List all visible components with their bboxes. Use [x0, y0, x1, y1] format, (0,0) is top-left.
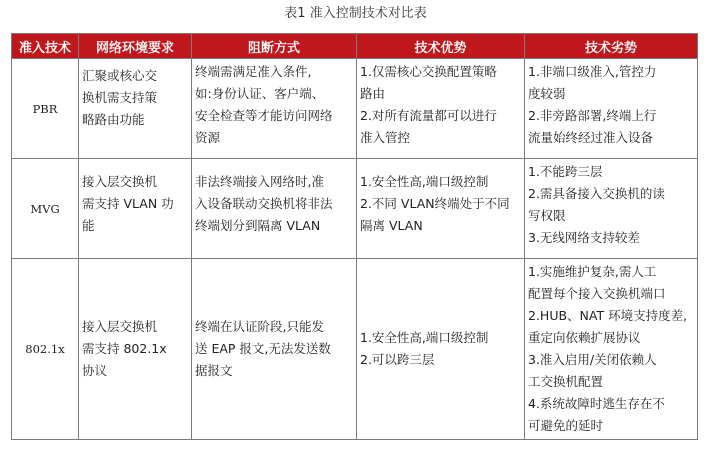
header-dis: 技术劣势: [525, 34, 698, 59]
cell-line: 1.安全性高,端口级控制: [360, 330, 489, 345]
cell-line: 终端划分到隔离 VLAN: [195, 218, 321, 233]
table-caption: 表1 准入控制技术对比表: [284, 6, 427, 21]
cell-line: 资源: [195, 130, 221, 145]
cell-line: 重定向依赖扩展协议: [528, 330, 641, 345]
cell-line: 路由: [360, 86, 386, 101]
env-cell: [79, 59, 192, 159]
cell-line: 接入层交换机: [82, 174, 158, 189]
header-block: 阻断方式: [192, 34, 357, 59]
cell-line: 2.不同 VLAN终端处于不同: [360, 196, 510, 211]
table-row: [12, 59, 698, 159]
cell-line: 接入层交换机: [82, 319, 158, 334]
cell-line: 2.可以跨三层: [360, 352, 435, 367]
cell-line: 送 EAP 报文,无法发送数: [195, 341, 331, 356]
cell-line: 非法终端接入网络时,准: [195, 174, 324, 189]
header-tech: 准入技术: [12, 34, 79, 59]
cell-line: 2.对所有流量都可以进行: [360, 108, 497, 123]
cell-line: 需支持 802.1x: [82, 341, 167, 356]
cell-line: 准入管控: [360, 130, 411, 145]
cell-line: 能: [82, 218, 95, 233]
tech-name: PBR: [12, 59, 79, 159]
cell-line: 终端在认证阶段,只能发: [195, 319, 324, 334]
cell-line: 需支持 VLAN 功: [82, 196, 174, 211]
env-cell: [79, 159, 192, 259]
adv-cell: [357, 159, 525, 259]
comparison-table: [11, 33, 698, 440]
cell-line: 协议: [82, 363, 108, 378]
adv-cell: [357, 59, 525, 159]
cell-line: 换机需支持策: [82, 90, 158, 105]
cell-line: 流量始终经过准入设备: [528, 130, 654, 145]
header-adv: 技术优势: [357, 34, 525, 59]
cell-line: 写权限: [528, 208, 566, 223]
cell-line: 2.需具备接入交换机的读: [528, 186, 665, 201]
dis-cell: [525, 159, 698, 259]
cell-line: 可避免的延时: [528, 418, 604, 433]
cell-line: 度较弱: [528, 86, 566, 101]
cell-line: 1.实施维护复杂,需人工: [528, 264, 657, 279]
cell-line: 1.安全性高,端口级控制: [360, 174, 489, 189]
cell-line: 1.非端口级准入,管控力: [528, 64, 657, 79]
cell-line: 工交换机配置: [528, 374, 604, 389]
cell-line: 2.非旁路部署,终端上行: [528, 108, 657, 123]
header-env: 网络环境要求: [79, 34, 192, 59]
block-cell: [192, 159, 357, 259]
cell-line: 终端需满足准入条件,: [195, 64, 312, 79]
cell-line: 3.准入启用/关闭依赖人: [528, 352, 657, 367]
tech-name: MVG: [12, 159, 79, 259]
block-cell: [192, 59, 357, 159]
cell-line: 2.HUB、NAT 环境支持度差,: [528, 308, 688, 323]
cell-line: 安全检查等才能访问网络: [195, 108, 333, 123]
cell-line: 4.系统故障时逃生存在不: [528, 396, 665, 411]
cell-line: 据报文: [195, 363, 233, 378]
cell-line: 入设备联动交换机将非法: [195, 196, 333, 211]
cell-line: 3.无线网络支持较差: [528, 230, 640, 245]
env-cell: [79, 259, 192, 440]
dis-cell: [525, 59, 698, 159]
adv-cell: [357, 259, 525, 440]
cell-line: 配置每个接入交换机端口: [528, 286, 666, 301]
cell-line: 略路由功能: [82, 112, 145, 127]
cell-line: 如:身份认证、客户端、: [195, 86, 325, 101]
block-cell: [192, 259, 357, 440]
dis-cell: [525, 259, 698, 440]
cell-line: 汇聚或核心交: [82, 68, 158, 83]
cell-line: 隔离 VLAN: [360, 218, 423, 233]
header-row: [12, 34, 698, 59]
cell-line: 1.仅需核心交换配置策略: [360, 64, 497, 79]
table-row: [12, 159, 698, 259]
tech-name: 802.1x: [12, 259, 79, 440]
cell-line: 1.不能跨三层: [528, 164, 603, 179]
table-row: [12, 259, 698, 440]
